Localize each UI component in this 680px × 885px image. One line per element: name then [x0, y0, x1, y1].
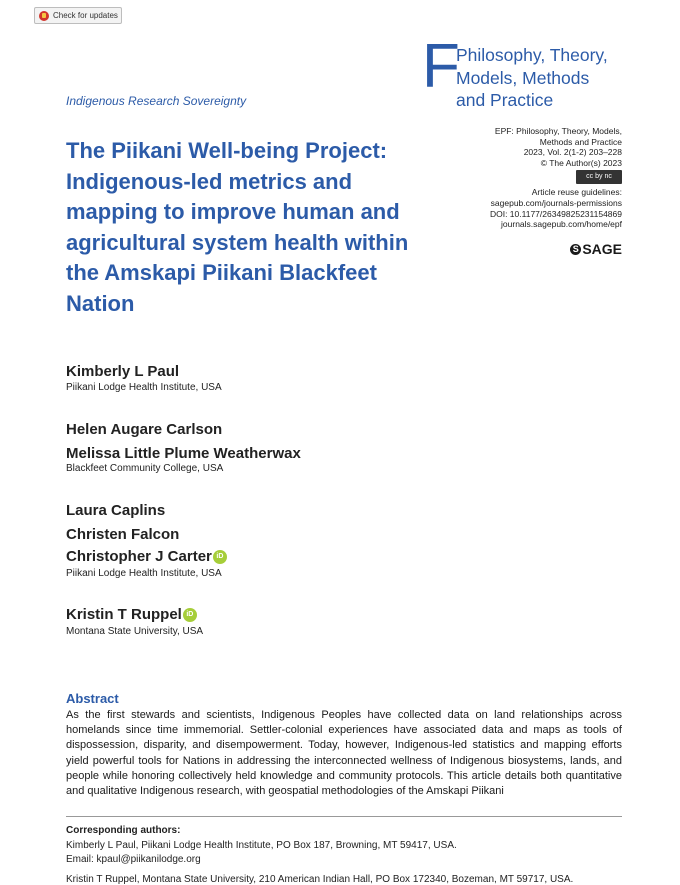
journal-logo-letter: F [422, 32, 460, 101]
author-entry [66, 606, 197, 623]
journal-name [456, 44, 656, 112]
journal-name-line: Models, Methods [456, 67, 590, 88]
author-affiliation: Piikani Lodge Health Institute, USA [66, 382, 222, 393]
meta-journal-2: Methods and Practice [539, 136, 622, 147]
author-name: Christopher J Carter [66, 548, 212, 565]
corresponding-heading: Corresponding authors: [66, 825, 181, 836]
footnote-divider [66, 816, 622, 817]
meta-doi[interactable]: DOI: 10.1177/26349825231154869 [489, 208, 622, 219]
corresponding-address: Kimberly L Paul, Piikani Lodge Health Institute, PO Box 187, Browning, MT 59417, USA. [66, 840, 457, 851]
corresponding-email[interactable]: Email: kpaul@piikanilodge.org [66, 854, 201, 865]
crossmark-icon [39, 11, 49, 21]
author-affiliation: Blackfeet Community College, USA [66, 463, 224, 474]
abstract-heading: Abstract [66, 691, 119, 706]
cc-license-icon[interactable]: cc by nc [576, 170, 622, 184]
author-name: Melissa Little Plume Weatherwax [66, 445, 301, 462]
publisher-logo [570, 241, 622, 257]
author-name: Christen Falcon [66, 526, 180, 543]
meta-reuse-link[interactable]: sagepub.com/journals-permissions [490, 197, 622, 208]
author-affiliation: Montana State University, USA [66, 626, 204, 637]
author-affiliation: Piikani Lodge Health Institute, USA [66, 568, 222, 579]
article-title: The Piikani Well-being Project: Indigenous-led metrics and mapping to improve human and agricultural system health within the Amskapi Piikani Blackfeet Nation [66, 138, 409, 316]
journal-name-line: Philosophy, Theory, [456, 45, 608, 65]
meta-journal: EPF: Philosophy, Theory, Models, [494, 126, 622, 136]
corresponding-address-2: Kristin T Ruppel, Montana State University, 210 American Indian Hall, PO Box 172340, Bozeman, MT 59717, USA. [66, 874, 574, 885]
abstract-text: As the first stewards and scientists, Indigenous Peoples have collected data on land relationships across homelands since time immemorial. Settler-colonial experiences have associated data and maps as tools of dispossession, disparity, and disempowerment. Today, however, Indigenous-led statistics and mapping efforts yield powerful tools for Nations in addressing the interconnected wellness of Indigenous biosystems, lands, and people while honoring collectively held knowledge and community protocols. This article details both quantitative and qualitative Indigenous research, with geospatial methodologies of the Amskapi Piikani [66, 709, 622, 798]
orcid-icon[interactable]: iD [183, 608, 197, 622]
author-entry [66, 548, 227, 565]
check-for-updates-button[interactable] [34, 7, 122, 24]
sage-logo-icon: S [570, 244, 581, 255]
journal-name-line: and Practice [456, 90, 554, 110]
author-name: Laura Caplins [66, 502, 166, 519]
orcid-icon[interactable]: iD [213, 550, 227, 564]
author-name: Kristin T Ruppel [66, 606, 182, 623]
publisher-name: SAGE [582, 241, 622, 257]
article-metadata [442, 126, 622, 230]
section-label: Indigenous Research Sovereignty [66, 94, 247, 108]
corresponding-details [66, 839, 457, 867]
meta-home-link[interactable]: journals.sagepub.com/home/epf [501, 219, 622, 230]
meta-copyright: © The Author(s) 2023 [540, 157, 622, 168]
author-name: Helen Augare Carlson [66, 421, 223, 438]
meta-reuse-label: Article reuse guidelines: [531, 187, 622, 198]
author-name: Kimberly L Paul [66, 363, 180, 380]
meta-volume: 2023, Vol. 2(1-2) 203–228 [523, 147, 622, 158]
check-for-updates-label: Check for updates [53, 11, 118, 20]
